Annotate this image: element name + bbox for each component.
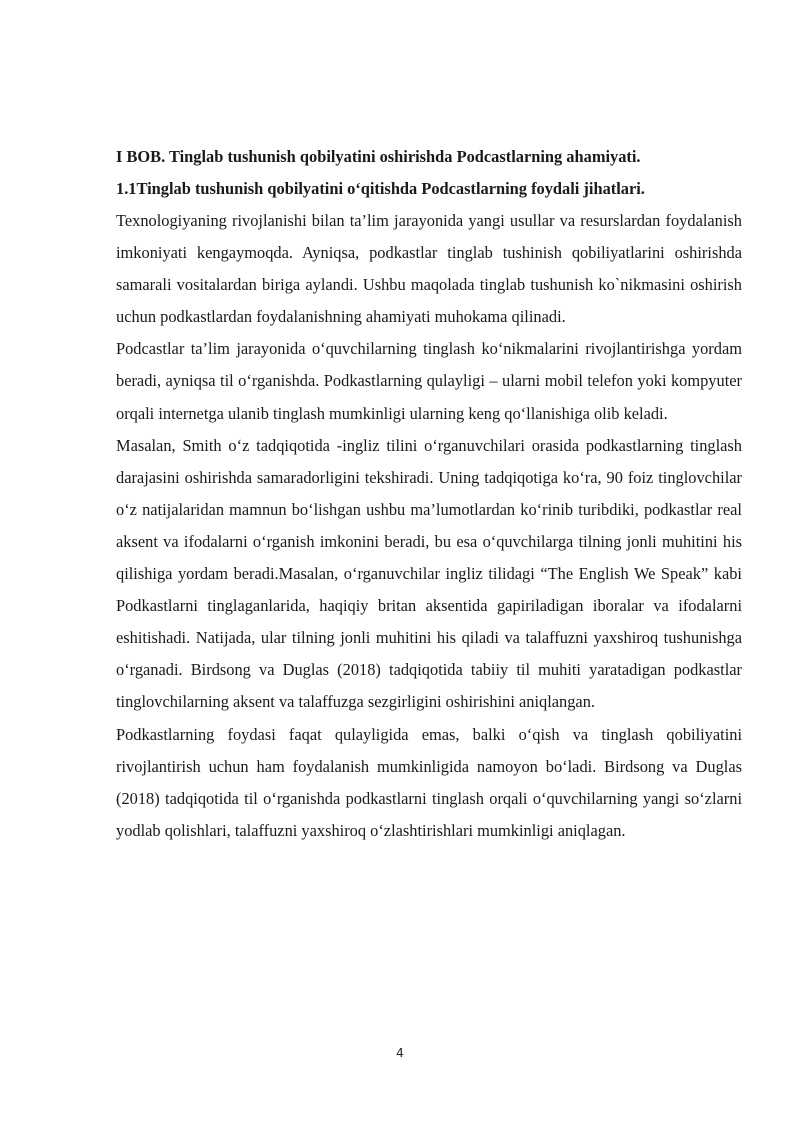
section-title: 1.1Tinglab tushunish qobilyatini o‘qitishda Podcastlarning foydali jihatlari. (116, 179, 645, 198)
chapter-title: I BOB. Tinglab tushunish qobilyatini oshirishda Podcastlarning ahamiyati. (116, 147, 641, 166)
page-content (116, 141, 742, 847)
paragraph: Podkastlarning foydasi faqat qulayligida emas, balki o‘qish va tinglash qobiliyatini rivojlantirish uchun ham foydalanish mumkinligida namoyon bo‘ladi. Birdsong va Duglas (2018) tadqiqotida til o‘rganishda podkastlarni tinglash orqali o‘quvchilarning yangi so‘zlarni yodlab qolishlari, talaffuzni yaxshiroq o‘zlashtirishlari mumkinligi aniqlagan. (116, 724, 742, 840)
paragraph: Podcastlar ta’lim jarayonida o‘quvchilarning tinglash ko‘nikmalarini rivojlantirishga yordam beradi, ayniqsa til o‘rganishda. Podkastlarning qulayligi – ularni mobil telefon yoki kompyuter orqali internetga ulanib tinglash mumkinligi ularning keng qo‘llanishiga olib keladi. (116, 339, 742, 423)
paragraph: Masalan, Smith o‘z tadqiqotida -ingliz tilini o‘rganuvchilari orasida podkastlarning tinglash darajasini oshirishda samaradorligini tekshiradi. Uning tadqiqotiga ko‘ra, 90 foiz tinglovchilar o‘z natijalaridan mamnun bo‘lishgan ushbu ma’lumotlardan ko‘rinib turibdiki, podkastlar real aksent va ifodalarni o‘rganish imkonini beradi, bu esa o‘quvchilarga tilning jonli muhitini his qilishiga yordam beradi.Masalan, o‘rganuvchilar ingliz tilidagi “The English We Speak” kabi Podkastlarni tinglaganlarida, haqiqiy britan aksentida gapiriladigan iboralar va ifodalarni eshitishadi. Natijada, ular tilning jonli muhitini his qiladi va talaffuzni yaxshiroq tushunishga o‘rganadi. Birdsong va Duglas (2018) tadqiqotida tabiiy til muhiti yaratadigan podkastlar tinglovchilarning aksent va talaffuzga sezgirligini oshirishini aniqlangan. (116, 435, 742, 712)
page-number: 4 (396, 1046, 404, 1060)
paragraph: Texnologiyaning rivojlanishi bilan ta’lim jarayonida yangi usullar va resurslardan foydalanish imkoniyati kengaymoqda. Ayniqsa, podkastlar tinglab tushinish qobiliyatlarini oshirishda samarali vositalardan biriga aylandi. Ushbu maqolada tinglab tushunish ko`nikmasini oshirish uchun podkastlardan foydalanishning ahamiyati muhokama qilinadi. (116, 211, 742, 327)
